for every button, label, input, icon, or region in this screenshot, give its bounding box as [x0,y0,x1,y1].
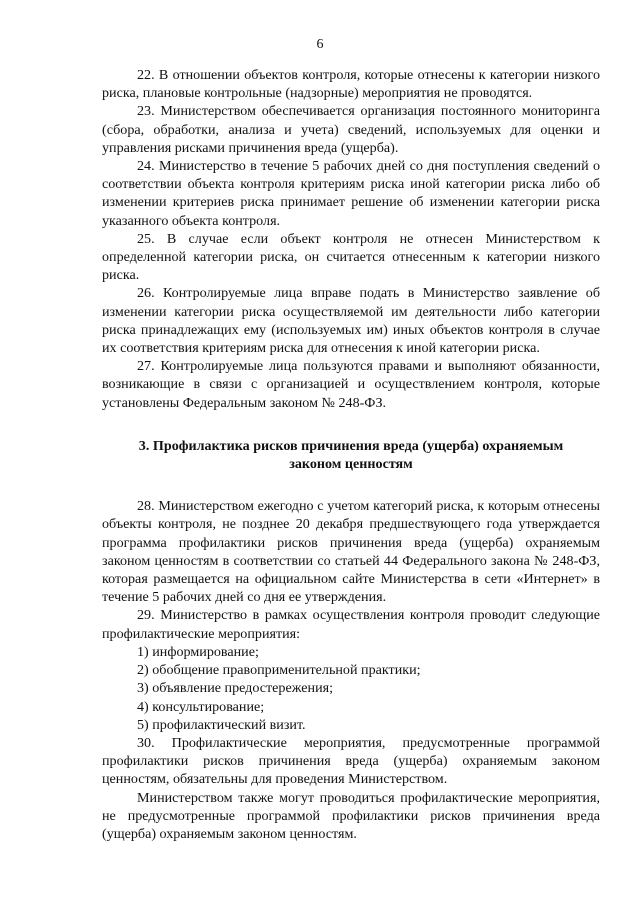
list-item: 3) объявление предостережения; [137,680,334,697]
paragraph-27: 27. Контролируемые лица пользуются правами и выполняют обязанности, возникающие в связи с организацией и осуществлением контроля, которые установлены Федеральным законом № 248-ФЗ. [102,358,600,411]
list-item: 1) информирование; [137,643,259,660]
paragraph-25: 25. В случае если объект контроля не отнесен Министерством к определенной категории риска, он считается отнесенным к категории низкого риска. [102,230,600,284]
paragraph-final: Министерством также могут проводиться профилактические мероприятия, не предусмотренные программой профилактики рисков причинения вреда (ущерба) охраняемым законом ценностям. [102,789,600,842]
list-item: 4) консультирование; [137,698,265,715]
paragraph-22: 22. В отношении объектов контроля, которые отнесены к категории низкого риска, плановые контрольные (надзорные) мероприятия не проводятся. [102,67,600,102]
paragraph-23: 23. Министерством обеспечивается организация постоянного мониторинга (сбора, обработки, анализа и учета) сведений, используемых для оценки и управления рисками причинения вреда (ущерба). [102,103,600,156]
measures-list [102,643,600,734]
list-item: 2) обобщение правоприменительной практики; [137,662,421,679]
paragraph-28: 28. Министерством ежегодно с учетом категорий риска, к которым отнесены объекты контроля, не позднее 20 декабря предшествующего года утверждается программа профилактики рисков причинения вреда (ущерба) охраняемым законом ценностям в соответствии со статьей 44 Федерального закона № 248-ФЗ, которая размещается на официальном сайте Министерства в сети «Интернет» в течение 5 рабочих дней со дня ее утверждения. [102,498,600,606]
section-heading-line-2: законом ценностям [289,456,413,473]
paragraph-30: 30. Профилактические мероприятия, предусмотренные программой профилактики рисков причинения вреда (ущерба) охраняемым законом ценностям, обязательны для проведения Министерством. [102,734,600,788]
page-number: 6 [316,37,324,52]
document-body [102,66,600,843]
paragraph-24: 24. Министерство в течение 5 рабочих дней со дня поступления сведений о соответствии объекта контроля критериям риска иной категории риска либо об изменении критериев риска принимает решение об изменении категории риска указанного объекта контроля. [102,158,600,229]
section-heading [102,437,600,473]
list-item: 5) профилактический визит. [137,716,306,733]
paragraph-26: 26. Контролируемые лица вправе подать в Министерство заявление об изменении категории риска осуществляемой им деятельности либо категории риска принадлежащих ему (используемых им) иных объектов контроля в случае их соответствия критериям риска для отнесения к иной категории риска. [102,285,600,357]
section-heading-line-1: 3. Профилактика рисков причинения вреда (ущерба) охраняемым [138,437,564,454]
paragraph-29: 29. Министерство в рамках осуществления контроля проводит следующие профилактические мероприятия: [102,607,600,642]
